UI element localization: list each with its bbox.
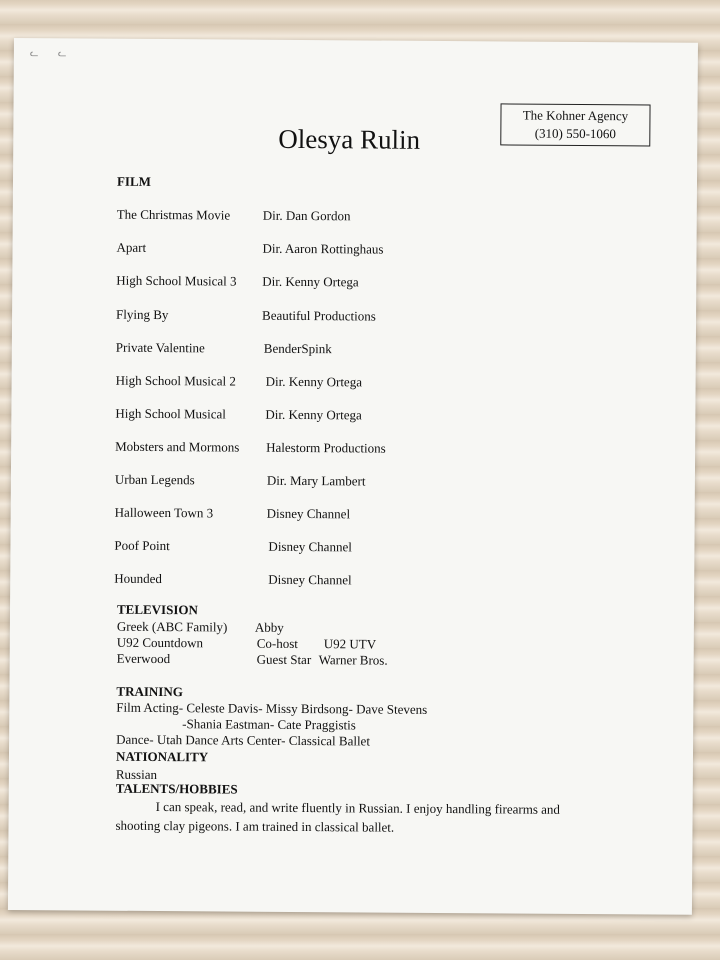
- tv-role: Co-host: [256, 635, 299, 651]
- tv-role: Abby: [254, 619, 284, 635]
- punch-hole-mark: ᓚ: [29, 48, 39, 60]
- film-credit: Disney Channel: [268, 538, 352, 555]
- film-title: High School Musical 3: [116, 272, 237, 289]
- tv-title: U92 Countdown: [116, 634, 204, 651]
- film-credit: Dir. Kenny Ortega: [265, 406, 362, 423]
- agency-phone: (310) 550-1060: [534, 125, 617, 142]
- training-line: Dance- Utah Dance Arts Center- Classical Ballet: [116, 731, 371, 749]
- tv-network: Warner Bros.: [318, 652, 388, 668]
- talents-heading: TALENTS/HOBBIES: [115, 780, 238, 797]
- film-title: Poof Point: [114, 537, 170, 554]
- film-credit: Halestorm Productions: [266, 439, 386, 456]
- film-title: Mobsters and Mormons: [115, 438, 240, 455]
- film-credit: Dir. Aaron Rottinghaus: [262, 240, 384, 257]
- film-title: Flying By: [116, 306, 169, 323]
- film-credit: Dir. Mary Lambert: [266, 472, 366, 489]
- film-credit: BenderSpink: [263, 340, 332, 357]
- film-credit: Disney Channel: [268, 571, 352, 588]
- film-title: The Christmas Movie: [116, 206, 231, 223]
- tv-network: U92 UTV: [323, 636, 377, 652]
- film-title: High School Musical 2: [115, 372, 236, 389]
- nationality-value: Russian: [115, 766, 158, 783]
- punch-hole-mark: ᓚ: [57, 48, 67, 60]
- film-title: Hounded: [114, 570, 162, 587]
- television-heading: TELEVISION: [116, 601, 198, 618]
- film-credit: Dir. Dan Gordon: [262, 207, 351, 224]
- actor-name: Olesya Rulin: [278, 123, 421, 155]
- film-title: Private Valentine: [115, 339, 205, 356]
- film-title: Apart: [116, 239, 147, 255]
- film-title: Urban Legends: [114, 471, 195, 488]
- nationality-heading: NATIONALITY: [115, 748, 209, 765]
- film-credit: Dir. Kenny Ortega: [265, 373, 363, 390]
- tv-role: Guest Star: [256, 651, 312, 668]
- agency-name: The Kohner Agency: [522, 107, 629, 124]
- tv-title: Greek (ABC Family): [116, 618, 228, 635]
- film-credit: Beautiful Productions: [262, 307, 376, 324]
- training-line: Film Acting- Celeste Davis- Missy Birdsong- Dave Stevens: [116, 699, 428, 717]
- training-heading: TRAINING: [116, 683, 183, 700]
- resume-page: [8, 38, 698, 915]
- film-title: High School Musical: [115, 405, 226, 422]
- tv-title: Everwood: [116, 650, 171, 667]
- film-heading: FILM: [116, 173, 152, 189]
- talents-text: I can speak, read, and write fluently in Russian. I enjoy handling firearms and shooting clay pigeons. I am trained in classical ballet.: [115, 799, 561, 835]
- film-credit: Dir. Kenny Ortega: [262, 273, 359, 290]
- training-line: -Shania Eastman- Cate Praggistis: [182, 716, 356, 733]
- agency-box: [500, 103, 650, 146]
- film-title: Halloween Town 3: [114, 504, 214, 521]
- film-credit: Disney Channel: [266, 505, 351, 522]
